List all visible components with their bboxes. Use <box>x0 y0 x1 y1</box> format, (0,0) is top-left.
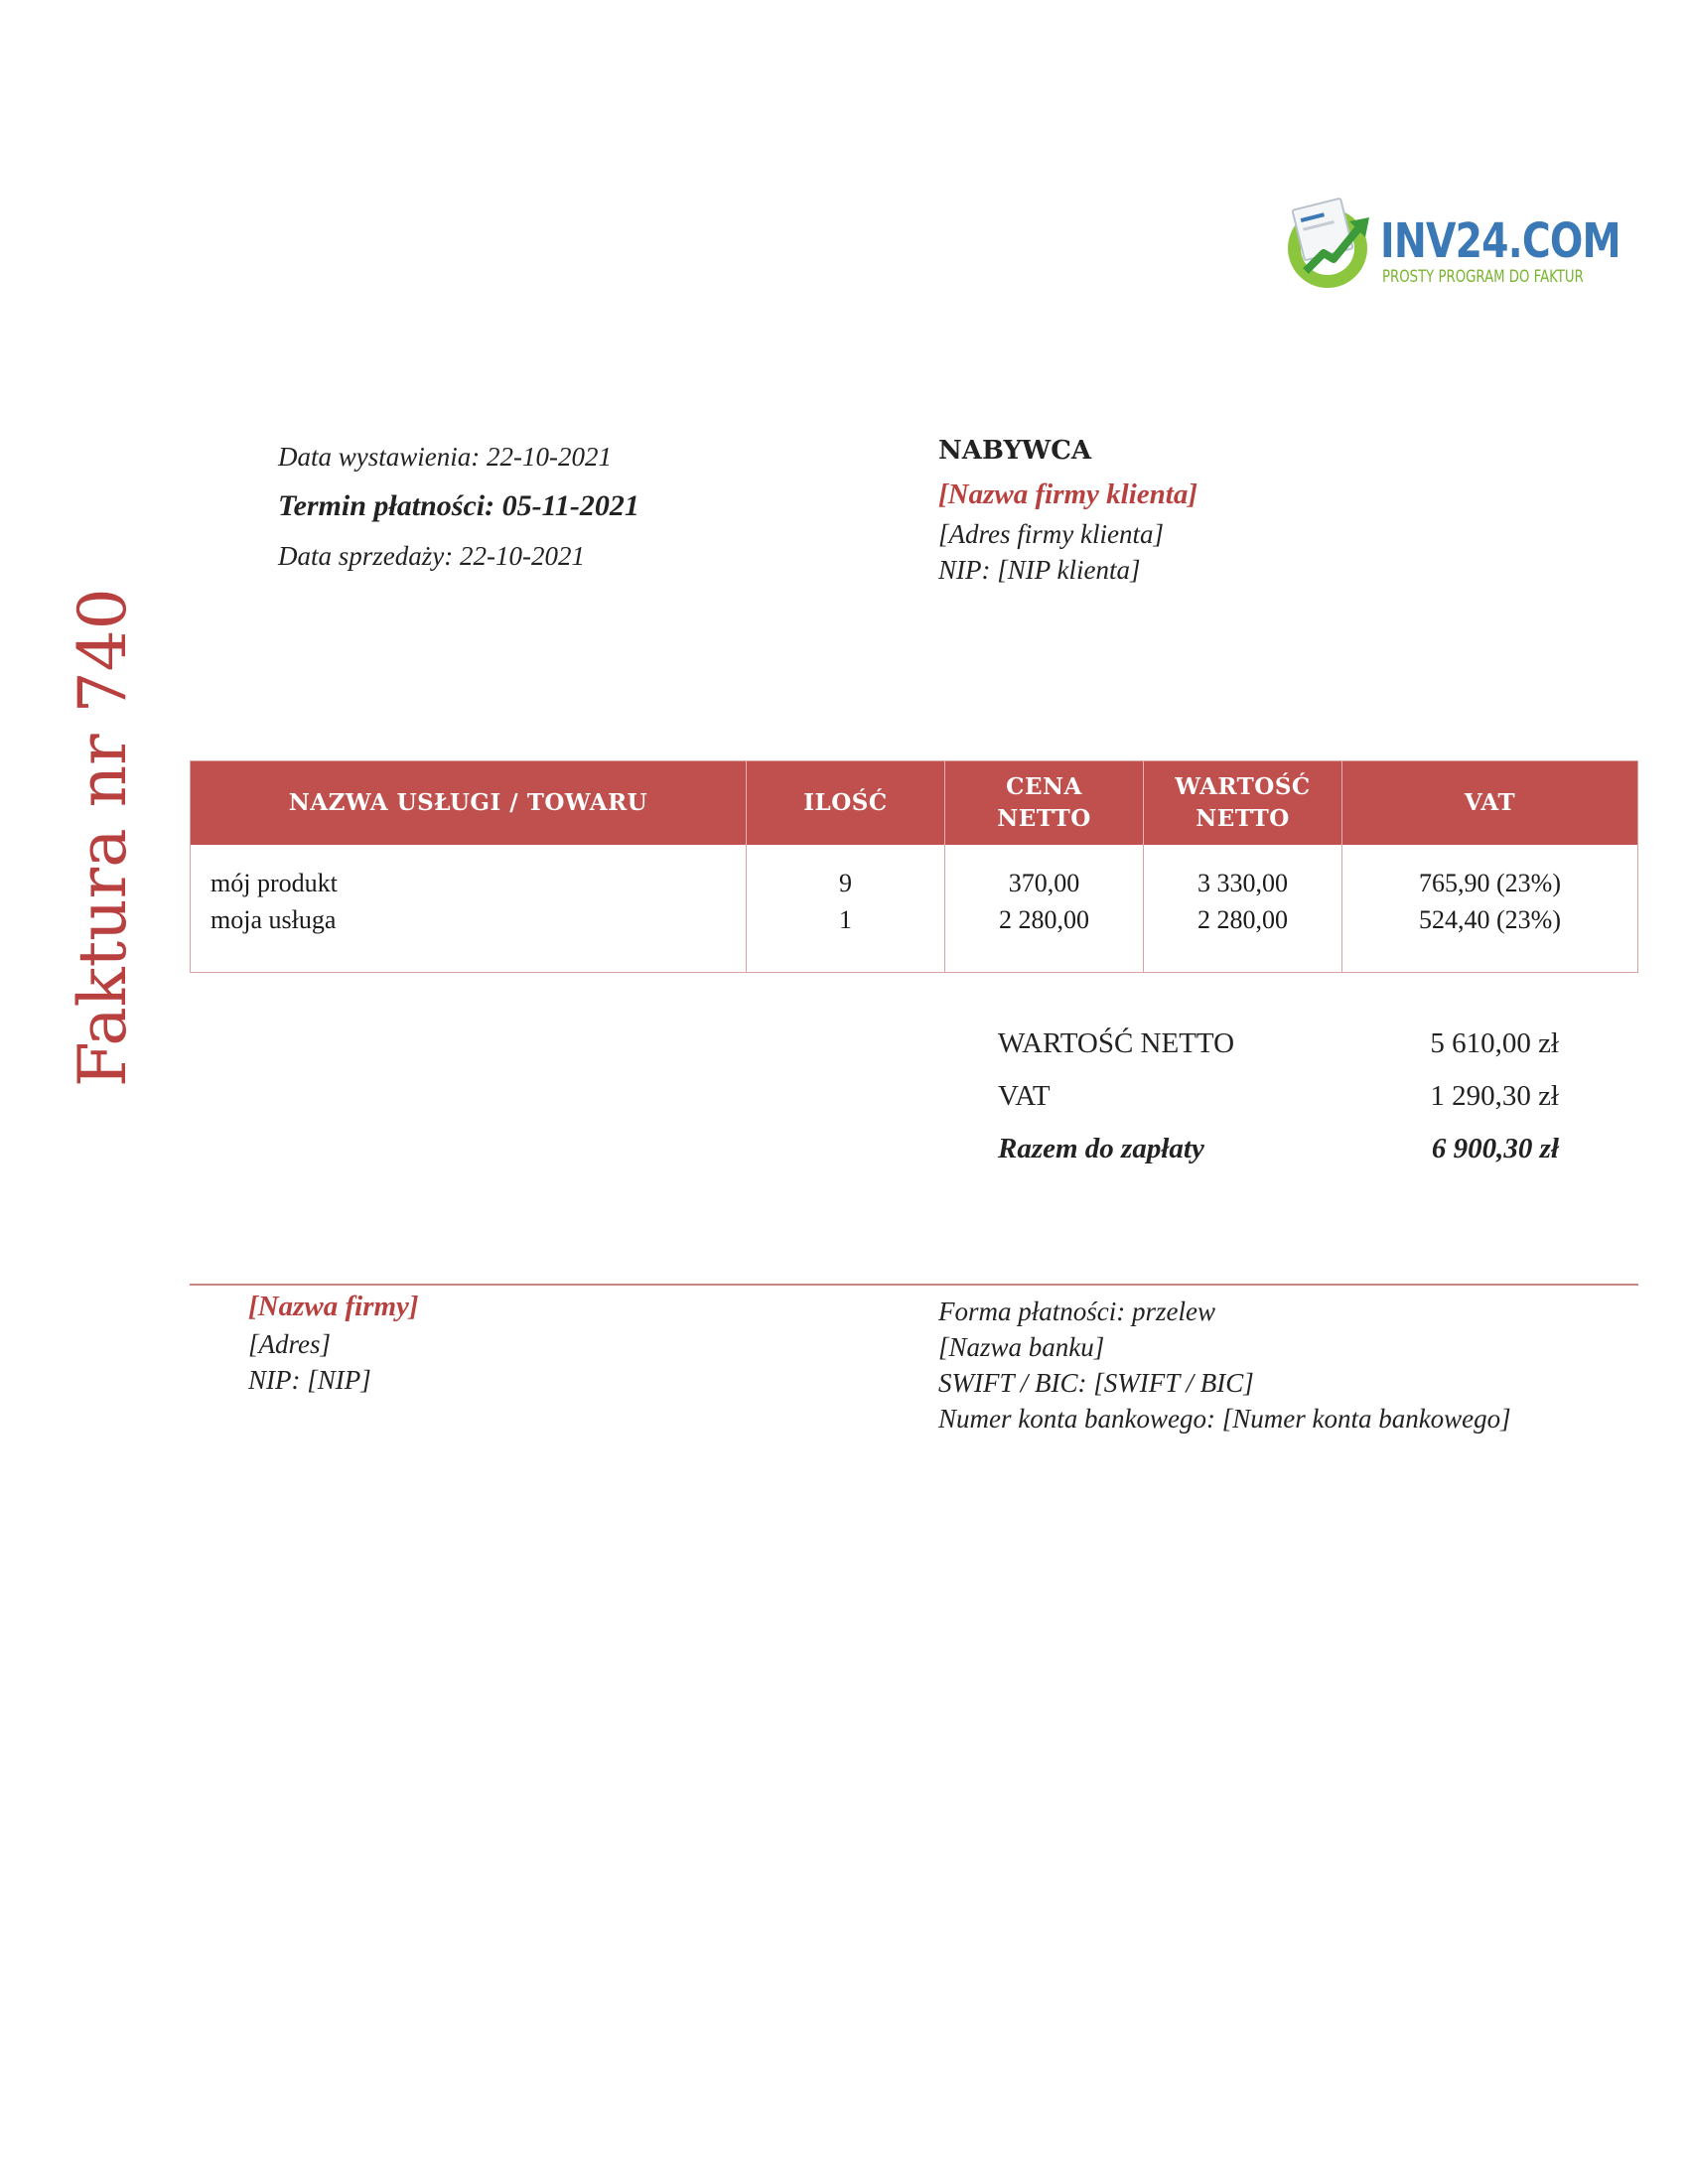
invoice-dates <box>278 432 639 581</box>
vat-total-row <box>998 1070 1559 1123</box>
net-total-row <box>998 1018 1559 1070</box>
logo-tagline: PROSTY PROGRAM DO FAKTUR <box>1382 267 1584 287</box>
table-cell: 1 <box>839 905 852 934</box>
header-qty <box>747 761 945 845</box>
payment-method: Forma płatności: przelew <box>938 1297 1215 1326</box>
seller-address: [Adres] <box>248 1329 332 1359</box>
issue-date: Data wystawienia: 22-10-2021 <box>278 442 612 472</box>
logo-brand-text: INV24.COM <box>1380 213 1620 269</box>
header-net-line2: NETTO <box>1196 805 1290 832</box>
header-vat-label: VAT <box>1464 789 1516 816</box>
table-cell: 2 280,00 <box>999 905 1089 934</box>
header-price-line2: NETTO <box>997 805 1091 832</box>
column-net <box>1144 845 1342 972</box>
table-cell: moja usługa <box>211 905 337 934</box>
buyer-nip: NIP: [NIP klienta] <box>938 555 1141 585</box>
table-header <box>191 761 1637 845</box>
items-table <box>190 760 1638 973</box>
company-logo <box>1286 194 1620 303</box>
header-qty-label: ILOŚĆ <box>803 789 888 816</box>
header-price-line1: CENA <box>1006 773 1082 800</box>
invoice-title: Faktura nr 740 <box>65 588 141 1087</box>
buyer-address: [Adres firmy klienta] <box>938 519 1164 549</box>
buyer-block <box>938 429 1197 588</box>
table-body <box>191 845 1637 972</box>
bank-account: Numer konta bankowego: [Numer konta bankowego] <box>938 1404 1511 1433</box>
table-cell: 370,00 <box>1008 869 1080 897</box>
net-total-label: WARTOŚĆ NETTO <box>998 1027 1235 1059</box>
grand-total-label: Razem do zapłaty <box>998 1133 1204 1164</box>
buyer-heading: NABYWCA <box>938 436 1092 466</box>
table-cell: 9 <box>839 869 852 897</box>
grand-total-value: 6 900,30 zł <box>1431 1133 1559 1164</box>
header-price <box>945 761 1144 845</box>
column-qty <box>747 845 945 972</box>
header-vat <box>1342 761 1637 845</box>
vat-total-value: 1 290,30 zł <box>1430 1080 1559 1112</box>
totals-block <box>998 1018 1559 1175</box>
sale-date: Data sprzedaży: 22-10-2021 <box>278 541 585 571</box>
seller-nip: NIP: [NIP] <box>248 1365 371 1395</box>
column-name <box>191 845 747 972</box>
table-cell: 524,40 (23%) <box>1419 905 1561 934</box>
vat-total-label: VAT <box>998 1080 1051 1112</box>
payment-block <box>938 1294 1511 1436</box>
header-name-label: NAZWA USŁUGI / TOWARU <box>288 789 648 816</box>
header-net-line1: WARTOŚĆ <box>1175 773 1311 800</box>
seller-name: [Nazwa firmy] <box>248 1291 419 1322</box>
header-name <box>191 761 747 845</box>
net-total-value: 5 610,00 zł <box>1430 1027 1559 1059</box>
table-cell: 3 330,00 <box>1197 869 1288 897</box>
table-cell: 2 280,00 <box>1197 905 1288 934</box>
column-price <box>945 845 1144 972</box>
column-vat <box>1342 845 1637 972</box>
table-cell: mój produkt <box>211 869 338 897</box>
invoice-logo-icon <box>1286 194 1375 293</box>
due-date: Termin płatności: 05-11-2021 <box>278 489 639 522</box>
swift-code: SWIFT / BIC: [SWIFT / BIC] <box>938 1368 1254 1398</box>
grand-total-row <box>998 1123 1559 1175</box>
bank-name: [Nazwa banku] <box>938 1332 1105 1362</box>
footer-divider <box>190 1284 1638 1286</box>
table-cell: 765,90 (23%) <box>1419 869 1561 897</box>
buyer-name: [Nazwa firmy klienta] <box>938 478 1197 510</box>
header-net <box>1144 761 1342 845</box>
seller-block <box>248 1287 419 1398</box>
